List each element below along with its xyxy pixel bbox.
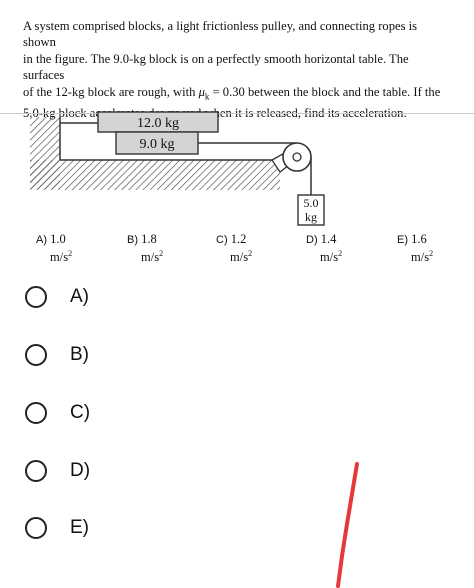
answer-e: E) 1.6 $m/s^2$ [397, 232, 434, 265]
question-text: A system comprised blocks, a light frictionless pulley, and connecting ropes is shown in the figure. The 9.0-kg block is on a perfectly smooth horizontal table. The surfaces of the 12-kg block are rough, with $\mu_k = 0.30$ between the block and the table. If the 5.0-kg block released, find its acceleration. [23, 19, 441, 120]
option-b-label: B) [70, 344, 89, 365]
answer-c: C) 1.2 $m/s^2$ [216, 232, 253, 265]
answer-a: A) 1.0 $m/s^2$ [36, 232, 73, 265]
option-d-label: D) [70, 460, 91, 481]
block-5kg-label-1: 5.0 [303, 196, 319, 210]
option-a-label: A) [70, 286, 89, 307]
option-e-label: E) [70, 517, 89, 538]
answer-d: D) 1.4 $m/s^2$ [306, 232, 343, 265]
block-9kg-label: 9.0 kg [139, 137, 175, 152]
block-5kg-label-2: kg [305, 210, 317, 224]
block-12kg-label: 12.0 kg [137, 116, 179, 131]
option-c-label: C) [70, 402, 91, 423]
answer-b: B) 1.8 $m/s^2$ [127, 232, 164, 265]
